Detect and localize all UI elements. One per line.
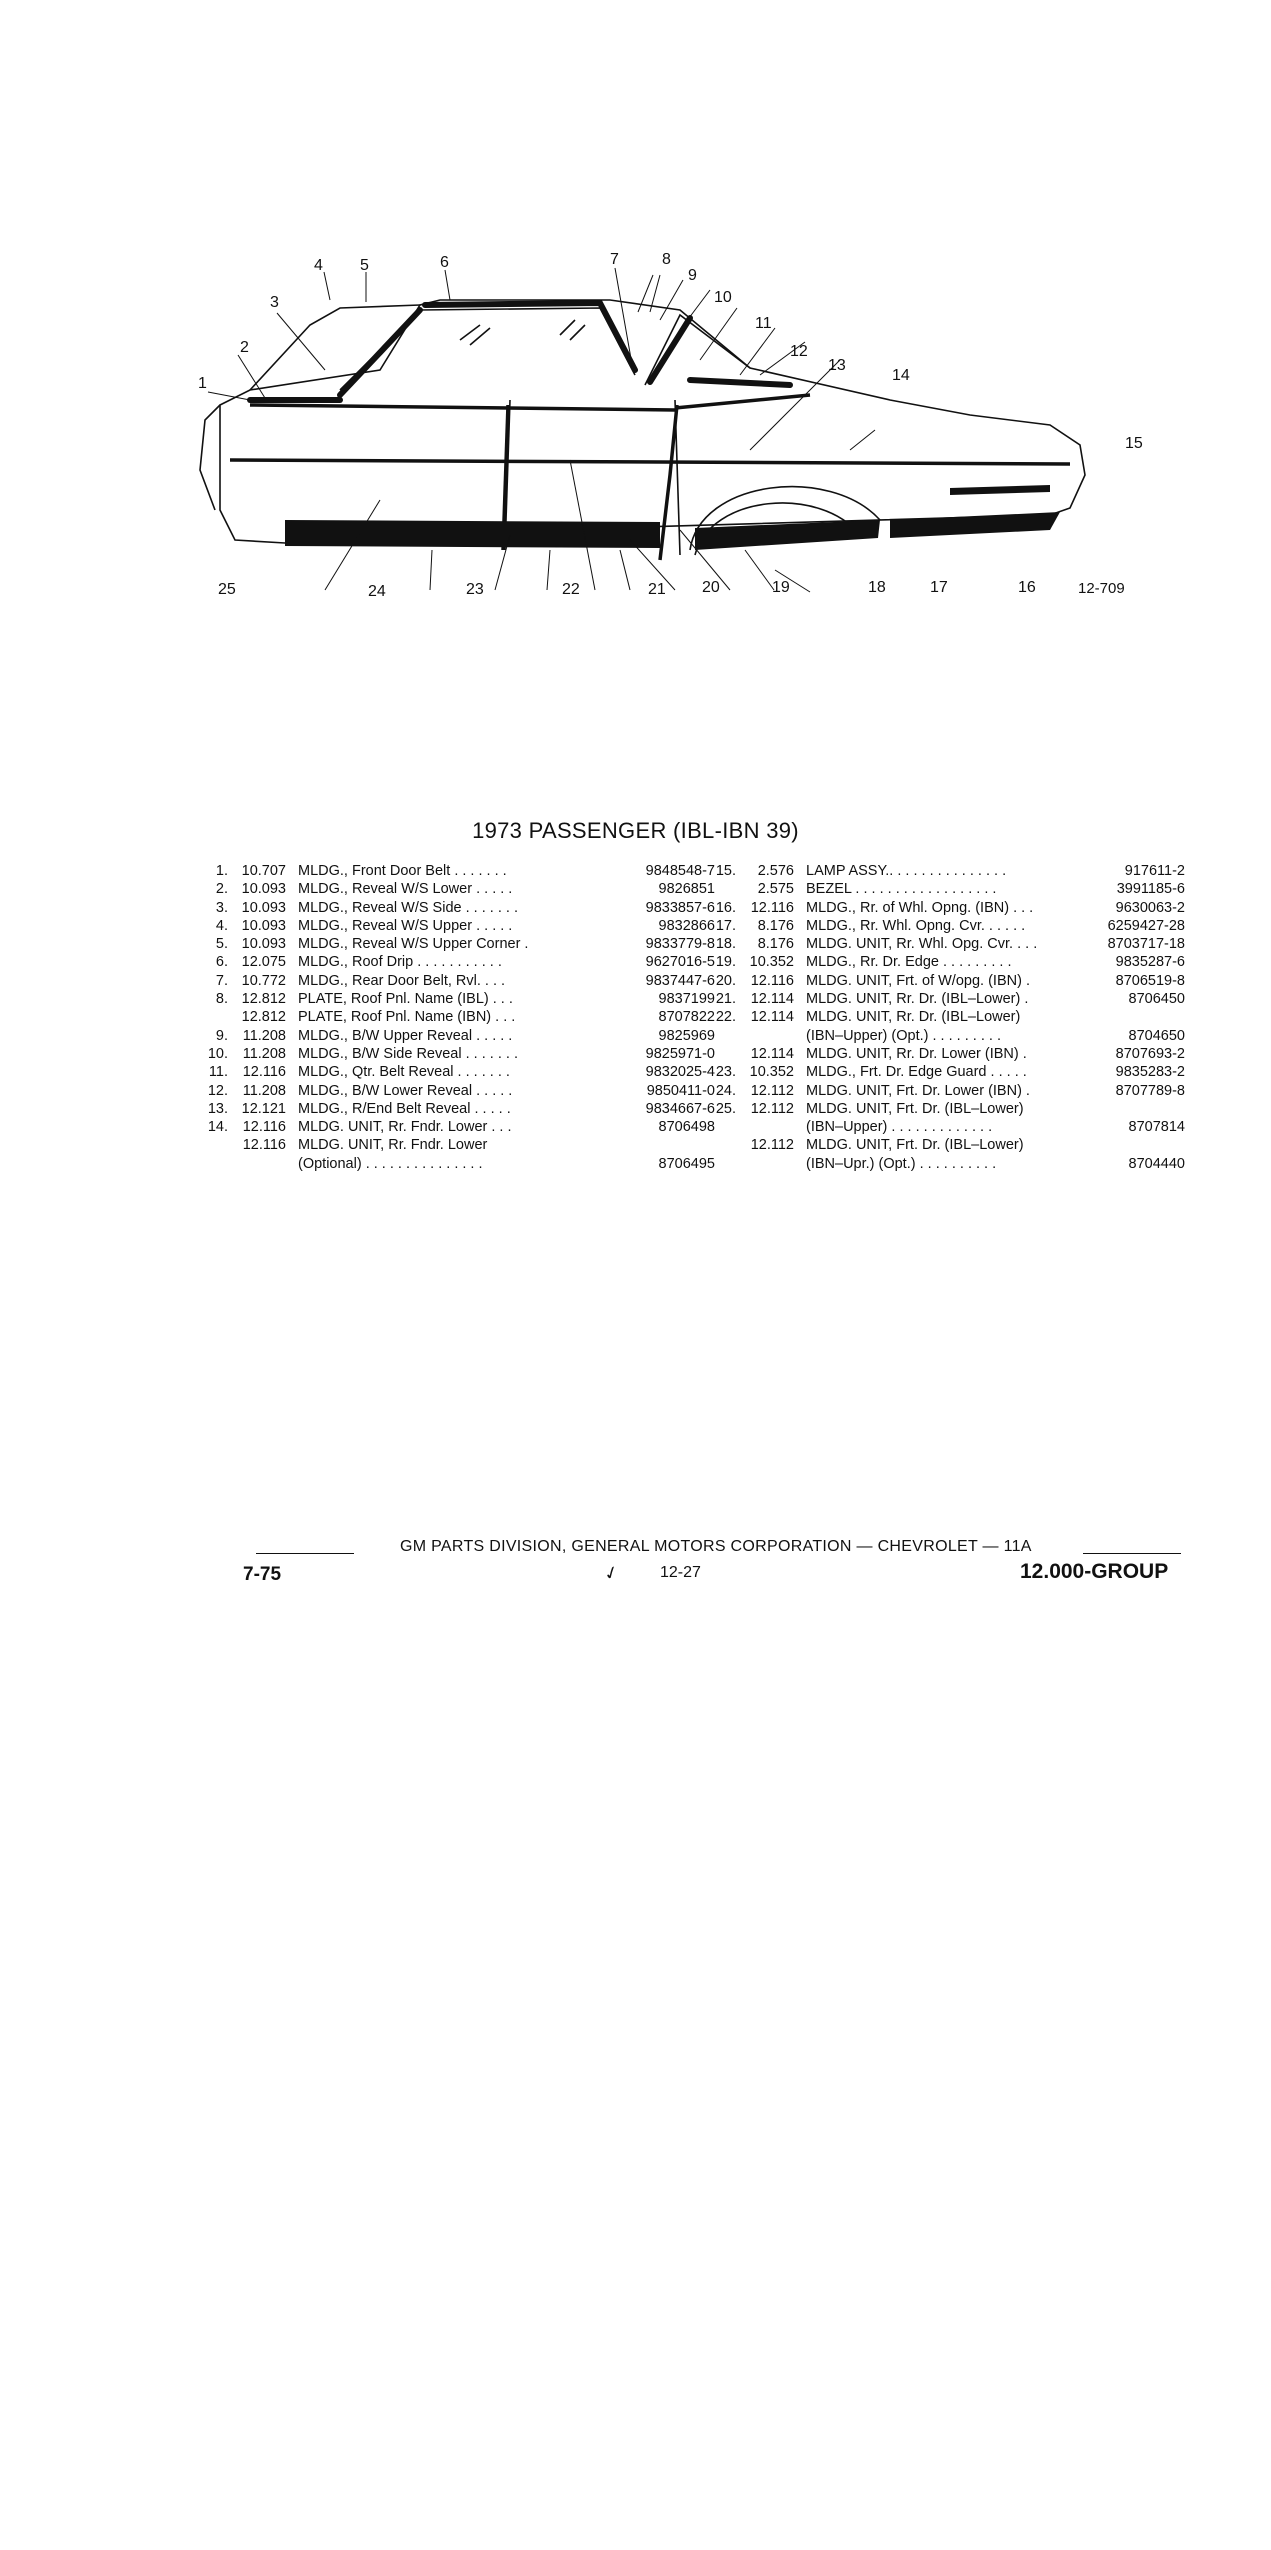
group-number: 11.208 bbox=[242, 1027, 286, 1044]
group-number: 12.114 bbox=[750, 1009, 794, 1026]
group-number: 10.093 bbox=[241, 936, 286, 953]
parts-row bbox=[703, 972, 1185, 990]
part-description: PLATE, Roof Pnl. Name (IBL) . . . bbox=[298, 991, 513, 1008]
parts-row bbox=[195, 899, 715, 917]
part-number: 8706519-8 bbox=[1115, 972, 1185, 989]
item-number: 3. bbox=[215, 899, 228, 916]
parts-list-left bbox=[195, 862, 715, 1173]
part-number: 9848548-7 bbox=[645, 863, 715, 879]
part-description: (IBN–Upper) . . . . . . . . . . . . . bbox=[806, 1119, 993, 1136]
part-description: LAMP ASSY.. . . . . . . . . . . . . . . bbox=[806, 863, 1007, 879]
part-number: 8703717-18 bbox=[1107, 936, 1185, 953]
group-number: 11.208 bbox=[242, 1082, 286, 1099]
item-number: 9. bbox=[215, 1027, 228, 1044]
callout-6: 6 bbox=[440, 254, 449, 271]
parts-row bbox=[195, 935, 715, 953]
group-number: 12.112 bbox=[750, 1082, 794, 1099]
group-number: 12.114 bbox=[750, 1045, 794, 1062]
part-description: MLDG., Reveal W/S Upper Corner . bbox=[298, 936, 529, 953]
callout-10: 10 bbox=[714, 289, 732, 306]
parts-row bbox=[703, 953, 1185, 971]
part-number: 6259427-28 bbox=[1107, 917, 1185, 934]
item-number: 12. bbox=[207, 1082, 228, 1099]
part-number: 917611-2 bbox=[1124, 863, 1185, 879]
footer-publisher: GM PARTS DIVISION, GENERAL MOTORS CORPORATION — CHEVROLET — 11A bbox=[400, 1538, 1032, 1555]
parts-row bbox=[195, 1118, 715, 1136]
part-description: MLDG. UNIT, Frt. Dr. (IBL–Lower) bbox=[806, 1137, 1024, 1154]
callout-4: 4 bbox=[314, 257, 323, 274]
section-title: 1973 PASSENGER (IBL-IBN 39) bbox=[472, 818, 799, 843]
item-number: 25. bbox=[715, 1100, 736, 1117]
part-description: MLDG., Qtr. Belt Reveal . . . . . . . bbox=[298, 1064, 510, 1081]
part-number: 9627016-5 bbox=[645, 954, 715, 971]
item-number: 4. bbox=[215, 917, 228, 934]
part-description: MLDG., Frt. Dr. Edge Guard . . . . . bbox=[806, 1064, 1027, 1081]
group-number: 8.176 bbox=[757, 936, 794, 953]
footer-rule-left bbox=[256, 1553, 354, 1554]
parts-row bbox=[703, 935, 1185, 953]
callout-16: 16 bbox=[1018, 579, 1036, 596]
part-number: 8707693-2 bbox=[1115, 1045, 1185, 1062]
parts-row bbox=[703, 1082, 1185, 1100]
parts-row bbox=[703, 1045, 1185, 1063]
part-number: 9832025-4 bbox=[645, 1064, 715, 1081]
part-number: 8707814 bbox=[1128, 1119, 1185, 1136]
group-number: 10.707 bbox=[241, 863, 286, 879]
part-description: MLDG., R/End Belt Reveal . . . . . bbox=[298, 1100, 511, 1117]
parts-row bbox=[703, 990, 1185, 1008]
item-number: 22. bbox=[715, 1009, 736, 1026]
callout-15: 15 bbox=[1125, 435, 1143, 452]
figure-number: 12-709 bbox=[1078, 580, 1125, 597]
callout-7: 7 bbox=[610, 251, 619, 268]
item-number: 13. bbox=[207, 1100, 228, 1117]
part-description: MLDG. UNIT, Rr. Fndr. Lower . . . bbox=[298, 1119, 512, 1136]
group-number: 10.093 bbox=[241, 899, 286, 916]
parts-row bbox=[195, 953, 715, 971]
car-body-moldings-illustration bbox=[190, 250, 1150, 620]
parts-row bbox=[703, 1008, 1185, 1026]
part-description: MLDG. UNIT, Rr. Dr. (IBL–Lower) bbox=[806, 1009, 1021, 1026]
item-number: 24. bbox=[715, 1082, 736, 1099]
part-description: MLDG. UNIT, Frt. of W/opg. (IBN) . bbox=[806, 972, 1030, 989]
callout-11: 11 bbox=[755, 315, 772, 332]
parts-row bbox=[703, 917, 1185, 935]
group-number: 12.116 bbox=[242, 1119, 286, 1136]
group-number: 10.352 bbox=[749, 954, 794, 971]
item-number: 2. bbox=[215, 881, 228, 898]
parts-row bbox=[195, 1082, 715, 1100]
part-description: BEZEL . . . . . . . . . . . . . . . . . . bbox=[806, 881, 997, 898]
callout-25: 25 bbox=[218, 581, 236, 598]
part-number: 9837199 bbox=[658, 991, 715, 1008]
part-number: 9825969 bbox=[658, 1027, 715, 1044]
item-number: 16. bbox=[715, 899, 736, 916]
parts-row bbox=[703, 1100, 1185, 1118]
parts-row bbox=[195, 1063, 715, 1081]
parts-row bbox=[703, 1027, 1185, 1045]
parts-row bbox=[195, 1100, 715, 1118]
group-number: 12.812 bbox=[241, 1009, 286, 1026]
part-number: 8706498 bbox=[658, 1119, 715, 1136]
part-number: 8706495 bbox=[658, 1155, 715, 1172]
callout-2: 2 bbox=[240, 339, 249, 356]
part-description: MLDG., Roof Drip . . . . . . . . . . . bbox=[298, 954, 502, 971]
callout-8: 8 bbox=[662, 251, 671, 268]
callout-12: 12 bbox=[790, 343, 808, 360]
callout-5: 5 bbox=[360, 257, 369, 274]
parts-row bbox=[195, 917, 715, 935]
callout-17: 17 bbox=[930, 579, 948, 596]
item-number: 20. bbox=[715, 972, 736, 989]
part-description: MLDG. UNIT, Rr. Dr. (IBL–Lower) . bbox=[806, 991, 1029, 1008]
part-description: MLDG., Rear Door Belt, Rvl. . . . bbox=[298, 972, 506, 989]
part-description: (Optional) . . . . . . . . . . . . . . . bbox=[298, 1155, 483, 1172]
group-number: 12.116 bbox=[242, 1137, 286, 1154]
group-number: 10.352 bbox=[749, 1064, 794, 1081]
part-number: 3991185-6 bbox=[1116, 881, 1185, 898]
group-number: 2.576 bbox=[757, 863, 794, 879]
part-number: 9837447-6 bbox=[645, 972, 715, 989]
parts-row bbox=[195, 862, 715, 880]
callout-23: 23 bbox=[466, 581, 484, 598]
group-number: 12.121 bbox=[241, 1100, 286, 1117]
part-number: 9850411-0 bbox=[646, 1082, 715, 1099]
item-number: 23. bbox=[715, 1064, 736, 1081]
part-number: 9825971-0 bbox=[645, 1045, 715, 1062]
parts-row bbox=[195, 1155, 715, 1173]
part-description: (IBN–Upr.) (Opt.) . . . . . . . . . . bbox=[806, 1155, 997, 1172]
car-side-view-drawing bbox=[190, 250, 1150, 620]
item-number: 21. bbox=[715, 991, 736, 1008]
item-number: 8. bbox=[215, 991, 228, 1008]
part-description: MLDG., Rr. Whl. Opng. Cvr. . . . . . bbox=[806, 917, 1026, 934]
group-number: 12.112 bbox=[750, 1137, 794, 1154]
callout-24: 24 bbox=[368, 583, 386, 600]
part-number: 9833779-8 bbox=[645, 936, 715, 953]
item-number: 18. bbox=[715, 936, 736, 953]
group-number: 10.772 bbox=[241, 972, 286, 989]
item-number: 14. bbox=[207, 1119, 228, 1136]
parts-row bbox=[703, 862, 1185, 880]
callout-22: 22 bbox=[562, 581, 580, 598]
parts-row bbox=[195, 972, 715, 990]
part-description: MLDG., Rr. of Whl. Opng. (IBN) . . . bbox=[806, 899, 1034, 916]
part-description: MLDG., Reveal W/S Side . . . . . . . bbox=[298, 899, 518, 916]
callout-18: 18 bbox=[868, 579, 886, 596]
part-description: MLDG., Front Door Belt . . . . . . . bbox=[298, 863, 507, 879]
group-number: 12.812 bbox=[241, 991, 286, 1008]
group-number: 8.176 bbox=[757, 917, 794, 934]
parts-row bbox=[195, 990, 715, 1008]
parts-row bbox=[195, 1045, 715, 1063]
part-number: 8707822 bbox=[658, 1009, 715, 1026]
callout-20: 20 bbox=[702, 579, 720, 596]
footer-page-number: 12-27 bbox=[660, 1564, 701, 1581]
callout-19: 19 bbox=[772, 579, 790, 596]
parts-row bbox=[703, 1136, 1185, 1154]
parts-row bbox=[195, 1008, 715, 1026]
parts-row bbox=[703, 1155, 1185, 1173]
part-description: MLDG. UNIT, Frt. Dr. (IBL–Lower) bbox=[806, 1100, 1024, 1117]
part-number: 8706450 bbox=[1128, 991, 1185, 1008]
group-number: 12.112 bbox=[750, 1100, 794, 1117]
callout-1: 1 bbox=[198, 375, 207, 392]
parts-row bbox=[195, 1027, 715, 1045]
group-number: 11.208 bbox=[242, 1045, 286, 1062]
item-number: 7. bbox=[215, 972, 228, 989]
item-number: 1. bbox=[215, 863, 228, 879]
item-number: 17. bbox=[715, 917, 736, 934]
item-number: 19. bbox=[715, 954, 736, 971]
part-description: MLDG., Reveal W/S Upper . . . . . bbox=[298, 917, 513, 934]
item-number: 5. bbox=[215, 936, 228, 953]
callout-13: 13 bbox=[828, 357, 846, 374]
part-number: 8704650 bbox=[1128, 1027, 1185, 1044]
group-number: 10.093 bbox=[241, 917, 286, 934]
callout-21: 21 bbox=[648, 581, 666, 598]
item-number: 11. bbox=[208, 1064, 228, 1081]
footer-rule-right bbox=[1083, 1553, 1181, 1554]
part-number: 9832866 bbox=[658, 917, 715, 934]
part-description: MLDG. UNIT, Rr. Whl. Opg. Cvr. . . . bbox=[806, 936, 1038, 953]
item-number: 10. bbox=[207, 1045, 228, 1062]
part-description: (IBN–Upper) (Opt.) . . . . . . . . . bbox=[806, 1027, 1001, 1044]
parts-row bbox=[703, 1063, 1185, 1081]
part-description: MLDG., B/W Upper Reveal . . . . . bbox=[298, 1027, 513, 1044]
check-mark-icon: ✓ bbox=[600, 1561, 622, 1586]
group-number: 12.075 bbox=[241, 954, 286, 971]
item-number: 6. bbox=[215, 954, 228, 971]
parts-row bbox=[195, 1136, 715, 1154]
group-number: 10.093 bbox=[241, 881, 286, 898]
group-number: 12.116 bbox=[750, 972, 794, 989]
callout-9: 9 bbox=[688, 267, 697, 284]
group-number: 12.116 bbox=[750, 899, 794, 916]
item-number: 15. bbox=[715, 863, 736, 879]
parts-row bbox=[703, 1118, 1185, 1136]
callout-3: 3 bbox=[270, 294, 279, 311]
part-number: 9835287-6 bbox=[1115, 954, 1185, 971]
part-description: PLATE, Roof Pnl. Name (IBN) . . . bbox=[298, 1009, 516, 1026]
part-number: 8707789-8 bbox=[1115, 1082, 1185, 1099]
part-description: MLDG. UNIT, Frt. Dr. Lower (IBN) . bbox=[806, 1082, 1030, 1099]
part-number: 9834667-6 bbox=[645, 1100, 715, 1117]
part-description: MLDG., B/W Side Reveal . . . . . . . bbox=[298, 1045, 518, 1062]
footer-date: 7-75 bbox=[243, 1564, 282, 1585]
part-description: MLDG. UNIT, Rr. Fndr. Lower bbox=[298, 1137, 488, 1154]
part-number: 8704440 bbox=[1128, 1155, 1185, 1172]
part-number: 9826851 bbox=[658, 881, 715, 898]
parts-list-right bbox=[703, 862, 1185, 1173]
part-description: MLDG. UNIT, Rr. Dr. Lower (IBN) . bbox=[806, 1045, 1027, 1062]
parts-row bbox=[703, 880, 1185, 898]
group-number: 2.575 bbox=[757, 881, 794, 898]
parts-row bbox=[703, 899, 1185, 917]
parts-row bbox=[195, 880, 715, 898]
callout-14: 14 bbox=[892, 367, 910, 384]
footer-group: 12.000-GROUP bbox=[1020, 1560, 1169, 1583]
part-number: 9835283-2 bbox=[1115, 1064, 1185, 1081]
group-number: 12.114 bbox=[750, 991, 794, 1008]
group-number: 12.116 bbox=[242, 1064, 286, 1081]
part-description: MLDG., B/W Lower Reveal . . . . . bbox=[298, 1082, 513, 1099]
part-number: 9630063-2 bbox=[1115, 899, 1185, 916]
part-description: MLDG., Reveal W/S Lower . . . . . bbox=[298, 881, 513, 898]
part-number: 9833857-6 bbox=[645, 899, 715, 916]
part-description: MLDG., Rr. Dr. Edge . . . . . . . . . bbox=[806, 954, 1012, 971]
